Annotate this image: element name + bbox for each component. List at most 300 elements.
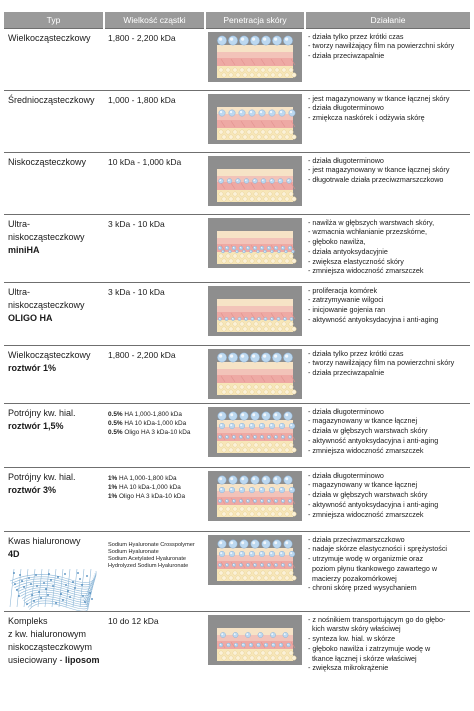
ha-molecule-highlight bbox=[230, 541, 233, 544]
fat-cell bbox=[285, 326, 289, 330]
ha-molecule-highlight bbox=[250, 488, 252, 490]
fat-cell bbox=[285, 655, 289, 659]
fat-cell bbox=[275, 650, 279, 654]
ha-molecule bbox=[249, 643, 253, 647]
fat-cell bbox=[229, 389, 233, 393]
ha-molecule bbox=[229, 423, 235, 429]
particle-size-value: 10 kDa - 1,000 kDa bbox=[108, 156, 182, 167]
ha-molecule-highlight bbox=[262, 179, 264, 181]
effects-cell bbox=[305, 345, 470, 403]
ha-molecule-highlight bbox=[229, 250, 230, 251]
fat-cell bbox=[243, 447, 247, 451]
ha-molecule bbox=[238, 317, 241, 320]
component-name: Oligo HA 3 kDa-10 kDa bbox=[117, 492, 186, 500]
fat-cell bbox=[282, 570, 286, 574]
fat-cell bbox=[222, 326, 226, 330]
effect-item: - działa długoterminowo bbox=[308, 155, 384, 165]
fat-cell bbox=[229, 72, 233, 76]
ha-molecule bbox=[219, 423, 225, 429]
particle-size-value: 1,800 - 2,200 kDa bbox=[108, 32, 176, 43]
inci-ingredient: Hydrolyzed Sodium Hyaluronate bbox=[108, 563, 189, 570]
ha-molecule-highlight bbox=[247, 563, 248, 564]
fat-cell bbox=[229, 511, 233, 515]
skin-layers-diagram bbox=[208, 535, 302, 585]
fat-cell bbox=[289, 191, 293, 195]
crosslink-node bbox=[19, 574, 21, 576]
ha-molecule bbox=[239, 35, 248, 44]
skin-layers-diagram bbox=[208, 615, 302, 665]
fat-cell bbox=[264, 258, 268, 262]
ha-molecule-highlight bbox=[284, 317, 285, 318]
particle-size-cell bbox=[104, 28, 205, 90]
ha-molecule bbox=[225, 563, 228, 566]
ha-molecule bbox=[251, 475, 259, 483]
crosslink-node bbox=[57, 576, 59, 578]
fat-cell bbox=[236, 134, 240, 138]
ha-molecule bbox=[228, 35, 237, 44]
fat-cell bbox=[233, 67, 237, 71]
ha-molecule-highlight bbox=[241, 37, 244, 40]
fat-cell bbox=[268, 321, 272, 325]
ha-molecule bbox=[270, 178, 275, 183]
ha-molecule bbox=[250, 352, 259, 361]
fat-cell bbox=[229, 447, 233, 451]
fat-cell bbox=[257, 134, 261, 138]
fat-cell bbox=[240, 384, 244, 388]
particle-size-cell bbox=[104, 345, 205, 403]
ha-molecule bbox=[267, 563, 270, 566]
fat-cell bbox=[240, 253, 244, 257]
table-row bbox=[4, 282, 470, 345]
skin-diagram bbox=[208, 471, 302, 521]
fat-cell bbox=[264, 326, 268, 330]
ha-molecule-highlight bbox=[285, 477, 288, 480]
fat-cell bbox=[250, 389, 254, 393]
fat-cell bbox=[222, 575, 226, 579]
epidermis-layer bbox=[217, 45, 293, 52]
crosslink-node bbox=[40, 597, 42, 599]
ha-molecule-highlight bbox=[280, 110, 282, 112]
ha-molecule-highlight bbox=[289, 246, 290, 247]
effect-item: - zmniejsza widoczność zmarszczek bbox=[308, 266, 424, 276]
effect-item: - nawilża w głębszych warstwach skóry, bbox=[308, 217, 435, 227]
ha-molecule bbox=[227, 643, 231, 647]
fat-cell bbox=[275, 191, 279, 195]
fat-cell bbox=[268, 384, 272, 388]
effects-cell bbox=[305, 214, 470, 282]
fat-cell bbox=[254, 321, 258, 325]
ha-molecule bbox=[262, 411, 270, 419]
ha-molecule bbox=[279, 551, 285, 557]
fat-cell bbox=[222, 511, 226, 515]
ha-molecule-highlight bbox=[270, 488, 272, 490]
ha-molecule bbox=[232, 435, 235, 438]
fat-cell bbox=[292, 258, 296, 262]
ha-molecule-highlight bbox=[285, 37, 288, 40]
ha-molecule bbox=[219, 643, 223, 647]
ha-molecule-highlight bbox=[246, 633, 248, 635]
fat-cell bbox=[278, 655, 282, 659]
ha-molecule bbox=[225, 499, 228, 502]
particle-size-cell bbox=[104, 152, 205, 214]
ha-molecule-highlight bbox=[268, 246, 269, 247]
ha-molecule-highlight bbox=[219, 499, 220, 500]
ha-molecule bbox=[260, 435, 263, 438]
effect-item: - proliferacja komórek bbox=[308, 285, 378, 295]
ha-molecule-highlight bbox=[250, 250, 251, 251]
crosslink-node bbox=[26, 603, 28, 605]
fat-cell bbox=[275, 506, 279, 510]
inci-ingredient: Sodium Hyaluronate bbox=[108, 548, 159, 555]
ha-molecule-highlight bbox=[230, 413, 233, 416]
ha-molecule-highlight bbox=[260, 110, 262, 112]
ha-molecule bbox=[243, 250, 246, 253]
ha-molecule bbox=[284, 475, 292, 483]
fat-cell bbox=[240, 506, 244, 510]
ha-molecule bbox=[225, 246, 229, 250]
crosslink-node bbox=[89, 592, 91, 594]
ha-molecule bbox=[261, 352, 270, 361]
fat-cell bbox=[250, 511, 254, 515]
effect-item: - tworzy nawilżający film na powierzchni skóry bbox=[308, 41, 455, 51]
type-name-line: Potrójny kw. hial. bbox=[8, 471, 76, 482]
effect-item: - synteza kw. hial. w skórze bbox=[308, 634, 396, 644]
particle-size-value: 3 kDa - 10 kDa bbox=[108, 218, 165, 229]
ha-molecule bbox=[240, 411, 248, 419]
ha-molecule bbox=[281, 499, 284, 502]
ha-molecule bbox=[227, 178, 232, 183]
ha-molecule bbox=[283, 352, 292, 361]
type-name-cell bbox=[4, 467, 104, 531]
ha-molecule-highlight bbox=[278, 250, 279, 251]
fat-cell bbox=[222, 389, 226, 393]
fat-cell bbox=[250, 72, 254, 76]
fat-cell bbox=[247, 442, 251, 446]
polymer-strands bbox=[10, 569, 96, 611]
fat-cell bbox=[254, 384, 258, 388]
fat-cell bbox=[250, 575, 254, 579]
skin-penetration-cell bbox=[205, 345, 305, 403]
fat-cell bbox=[261, 67, 265, 71]
ha-molecule-highlight bbox=[240, 246, 241, 247]
ha-molecule-highlight bbox=[260, 552, 262, 554]
effects-cell bbox=[305, 531, 470, 611]
ha-molecule-highlight bbox=[263, 354, 266, 357]
fat-cell bbox=[233, 442, 237, 446]
fat-cell bbox=[285, 134, 289, 138]
ha-molecule bbox=[251, 317, 254, 320]
skin-diagram bbox=[208, 218, 302, 268]
ha-molecule-highlight bbox=[271, 317, 272, 318]
effects-cell bbox=[305, 28, 470, 90]
skin-layers-diagram bbox=[208, 94, 302, 144]
ha-molecule-highlight bbox=[290, 110, 292, 112]
ha-molecule-highlight bbox=[289, 499, 290, 500]
fat-cell bbox=[257, 655, 261, 659]
fat-cell bbox=[222, 196, 226, 200]
ha-molecule-highlight bbox=[272, 643, 273, 644]
crosslink-node bbox=[62, 599, 64, 601]
fat-cell bbox=[236, 326, 240, 330]
effect-item: - tworzy nawilżający film na powierzchni skóry bbox=[308, 358, 455, 368]
ha-molecule-highlight bbox=[253, 179, 255, 181]
effect-item: - długotrwale działa przeciwzmarszczkowo bbox=[308, 175, 444, 185]
ha-molecule bbox=[267, 499, 270, 502]
ha-molecule-highlight bbox=[240, 110, 242, 112]
ha-molecule-highlight bbox=[219, 563, 220, 564]
fat-cell bbox=[268, 650, 272, 654]
ha-molecule bbox=[245, 632, 250, 637]
fat-cell bbox=[264, 511, 268, 515]
fat-cell bbox=[254, 506, 258, 510]
ha-molecule-highlight bbox=[265, 643, 266, 644]
ha-molecule-highlight bbox=[219, 477, 222, 480]
component-line bbox=[108, 492, 202, 501]
ha-molecule bbox=[274, 246, 278, 250]
effects-cell bbox=[305, 467, 470, 531]
fat-cell bbox=[271, 326, 275, 330]
component-line bbox=[108, 419, 202, 428]
effect-item: - działa długoterminowo bbox=[308, 103, 384, 113]
ha-molecule bbox=[267, 435, 270, 438]
skin-diagram bbox=[208, 286, 302, 336]
table-row bbox=[4, 214, 470, 282]
fat-cell bbox=[261, 253, 265, 257]
ha-molecule-highlight bbox=[263, 477, 266, 480]
ha-molecule bbox=[218, 317, 221, 320]
particle-size-cell bbox=[104, 611, 205, 685]
ha-molecule bbox=[264, 643, 268, 647]
effects-cell bbox=[305, 90, 470, 152]
ha-molecule bbox=[219, 109, 225, 115]
ha-molecule-highlight bbox=[233, 435, 234, 436]
ha-molecule bbox=[249, 109, 255, 115]
particle-size-cell bbox=[104, 282, 205, 345]
ha-molecule bbox=[272, 35, 281, 44]
skin-layers-diagram bbox=[208, 407, 302, 457]
crosslink-node bbox=[13, 572, 15, 574]
crosslink-node bbox=[35, 574, 37, 576]
fat-cell bbox=[278, 258, 282, 262]
ha-molecule bbox=[288, 563, 291, 566]
crosslink-node bbox=[77, 572, 79, 574]
epidermis-layer bbox=[217, 628, 293, 635]
ha-molecule bbox=[262, 539, 270, 547]
type-name-line: Niskocząsteczkowy bbox=[8, 156, 87, 167]
fat-cell bbox=[236, 655, 240, 659]
ha-molecule bbox=[289, 551, 295, 557]
ha-molecule-highlight bbox=[226, 499, 227, 500]
ha-molecule bbox=[271, 250, 274, 253]
ha-molecule-highlight bbox=[268, 499, 269, 500]
ha-molecule bbox=[259, 551, 265, 557]
fat-cell bbox=[271, 511, 275, 515]
ha-molecule bbox=[269, 109, 275, 115]
type-name-line: niskocząsteczkowy bbox=[8, 299, 85, 310]
ha-molecule-highlight bbox=[220, 110, 222, 112]
ha-molecule bbox=[218, 539, 226, 547]
epidermis-layer bbox=[217, 362, 293, 369]
fat-cell bbox=[257, 511, 261, 515]
fat-cell bbox=[250, 196, 254, 200]
ha-molecule bbox=[220, 632, 225, 637]
effect-item: - zwiększa mikrokrążenie bbox=[308, 663, 389, 673]
fat-cell bbox=[264, 447, 268, 451]
fat-cell bbox=[247, 67, 251, 71]
fat-cell bbox=[285, 196, 289, 200]
fat-cell bbox=[271, 389, 275, 393]
ha-molecule bbox=[250, 35, 259, 44]
ha-molecule bbox=[229, 109, 235, 115]
type-name-line bbox=[8, 484, 101, 497]
ha-molecule bbox=[217, 35, 226, 44]
ha-molecule-highlight bbox=[220, 488, 222, 490]
ha-molecule-highlight bbox=[222, 250, 223, 251]
fat-cell bbox=[243, 326, 247, 330]
effect-item: - działa długoterminowo bbox=[308, 470, 384, 480]
component-line bbox=[108, 474, 202, 483]
fat-cell bbox=[247, 650, 251, 654]
ha-molecule bbox=[218, 411, 226, 419]
fat-cell bbox=[229, 575, 233, 579]
fat-cell bbox=[292, 389, 296, 393]
fat-cell bbox=[233, 321, 237, 325]
effect-item: - nadaje skórze elastyczności i sprężystości bbox=[308, 544, 448, 554]
skin-diagram bbox=[208, 349, 302, 399]
effect-item: - działa długoterminowo bbox=[308, 406, 384, 416]
fat-cell bbox=[271, 196, 275, 200]
ha-molecule-highlight bbox=[257, 250, 258, 251]
ha-molecule bbox=[261, 178, 266, 183]
ha-molecule-highlight bbox=[261, 563, 262, 564]
ha-molecule-highlight bbox=[228, 179, 230, 181]
table-row bbox=[4, 467, 470, 531]
ha-molecule-highlight bbox=[230, 354, 233, 357]
fat-cell bbox=[257, 575, 261, 579]
ha-molecule-highlight bbox=[252, 541, 255, 544]
fat-cell bbox=[271, 447, 275, 451]
ha-molecule bbox=[289, 423, 295, 429]
ha-molecule-highlight bbox=[263, 541, 266, 544]
fat-cell bbox=[271, 72, 275, 76]
ha-molecule bbox=[279, 643, 283, 647]
effect-item: - działa tylko przez krótki czas bbox=[308, 31, 404, 41]
header-type: Typ bbox=[4, 12, 104, 28]
fat-cell bbox=[236, 389, 240, 393]
ha-molecule-highlight bbox=[271, 250, 272, 251]
ha-molecule bbox=[257, 250, 260, 253]
fat-cell bbox=[264, 575, 268, 579]
fat-cell bbox=[275, 442, 279, 446]
effect-item: - chroni skórę przed wysychaniem bbox=[308, 583, 417, 593]
ha-molecule bbox=[283, 317, 286, 320]
fat-cell bbox=[243, 258, 247, 262]
fat-cell bbox=[236, 258, 240, 262]
ha-molecule bbox=[272, 643, 276, 647]
type-name-cell bbox=[4, 90, 104, 152]
ha-molecule bbox=[218, 475, 226, 483]
component-line bbox=[108, 483, 202, 492]
fat-cell bbox=[271, 575, 275, 579]
fat-cell bbox=[278, 196, 282, 200]
ha-molecule-highlight bbox=[274, 354, 277, 357]
ha-molecule bbox=[283, 35, 292, 44]
crosslink-node bbox=[33, 600, 35, 602]
ha-molecule bbox=[219, 551, 225, 557]
ha-molecule bbox=[262, 475, 270, 483]
ha-molecule bbox=[261, 35, 270, 44]
ha-molecule bbox=[278, 250, 281, 253]
ha-molecule bbox=[218, 246, 222, 250]
fat-cell bbox=[282, 129, 286, 133]
fat-cell bbox=[261, 191, 265, 195]
ha-molecule-highlight bbox=[260, 488, 262, 490]
ha-molecule-highlight bbox=[220, 643, 221, 644]
ha-molecule bbox=[232, 563, 235, 566]
ha-molecule bbox=[273, 475, 281, 483]
skin-penetration-cell bbox=[205, 90, 305, 152]
fat-cell bbox=[289, 506, 293, 510]
ha-molecule bbox=[288, 435, 291, 438]
type-name-cell bbox=[4, 28, 104, 90]
particle-size-cell bbox=[104, 467, 205, 531]
ha-molecule-highlight bbox=[275, 435, 276, 436]
type-name-bold: liposom bbox=[65, 654, 100, 665]
ha-molecule-highlight bbox=[290, 488, 292, 490]
type-name-bold: roztwór 3% bbox=[8, 484, 57, 495]
ha-molecule bbox=[225, 317, 228, 320]
ha-molecule bbox=[225, 435, 228, 438]
fat-cell bbox=[240, 442, 244, 446]
fat-cell bbox=[219, 129, 223, 133]
ha-molecule-highlight bbox=[219, 413, 222, 416]
ha-molecule-highlight bbox=[263, 413, 266, 416]
fat-cell bbox=[275, 384, 279, 388]
ha-molecule-highlight bbox=[250, 552, 252, 554]
ha-molecule-highlight bbox=[254, 499, 255, 500]
type-name-line bbox=[8, 548, 101, 561]
ha-molecule bbox=[239, 109, 245, 115]
fat-cell bbox=[278, 447, 282, 451]
crosslink-node bbox=[14, 583, 16, 585]
ha-molecule bbox=[249, 551, 255, 557]
fat-cell bbox=[268, 442, 272, 446]
ha-molecule-highlight bbox=[285, 541, 288, 544]
ha-molecule bbox=[249, 487, 255, 493]
component-percentage: 1% bbox=[108, 492, 118, 500]
ha-molecule-highlight bbox=[241, 413, 244, 416]
ha-molecule-highlight bbox=[270, 110, 272, 112]
ha-molecule-highlight bbox=[245, 179, 247, 181]
fat-cell bbox=[289, 442, 293, 446]
fat-cell bbox=[236, 447, 240, 451]
ha-molecule-highlight bbox=[230, 37, 233, 40]
fat-cell bbox=[289, 67, 293, 71]
ha-molecule-highlight bbox=[219, 541, 222, 544]
ha-molecule-highlight bbox=[238, 317, 239, 318]
ha-molecule-highlight bbox=[257, 643, 258, 644]
effect-item: - głęboko nawilża, bbox=[308, 237, 366, 247]
ha-molecule bbox=[229, 475, 237, 483]
ha-molecule bbox=[260, 563, 263, 566]
ha-molecule bbox=[229, 551, 235, 557]
ha-molecule-highlight bbox=[247, 435, 248, 436]
ha-molecule bbox=[257, 643, 261, 647]
ha-molecule-highlight bbox=[230, 110, 232, 112]
ha-molecule bbox=[239, 435, 242, 438]
ha-molecule bbox=[273, 539, 281, 547]
fat-cell bbox=[264, 655, 268, 659]
